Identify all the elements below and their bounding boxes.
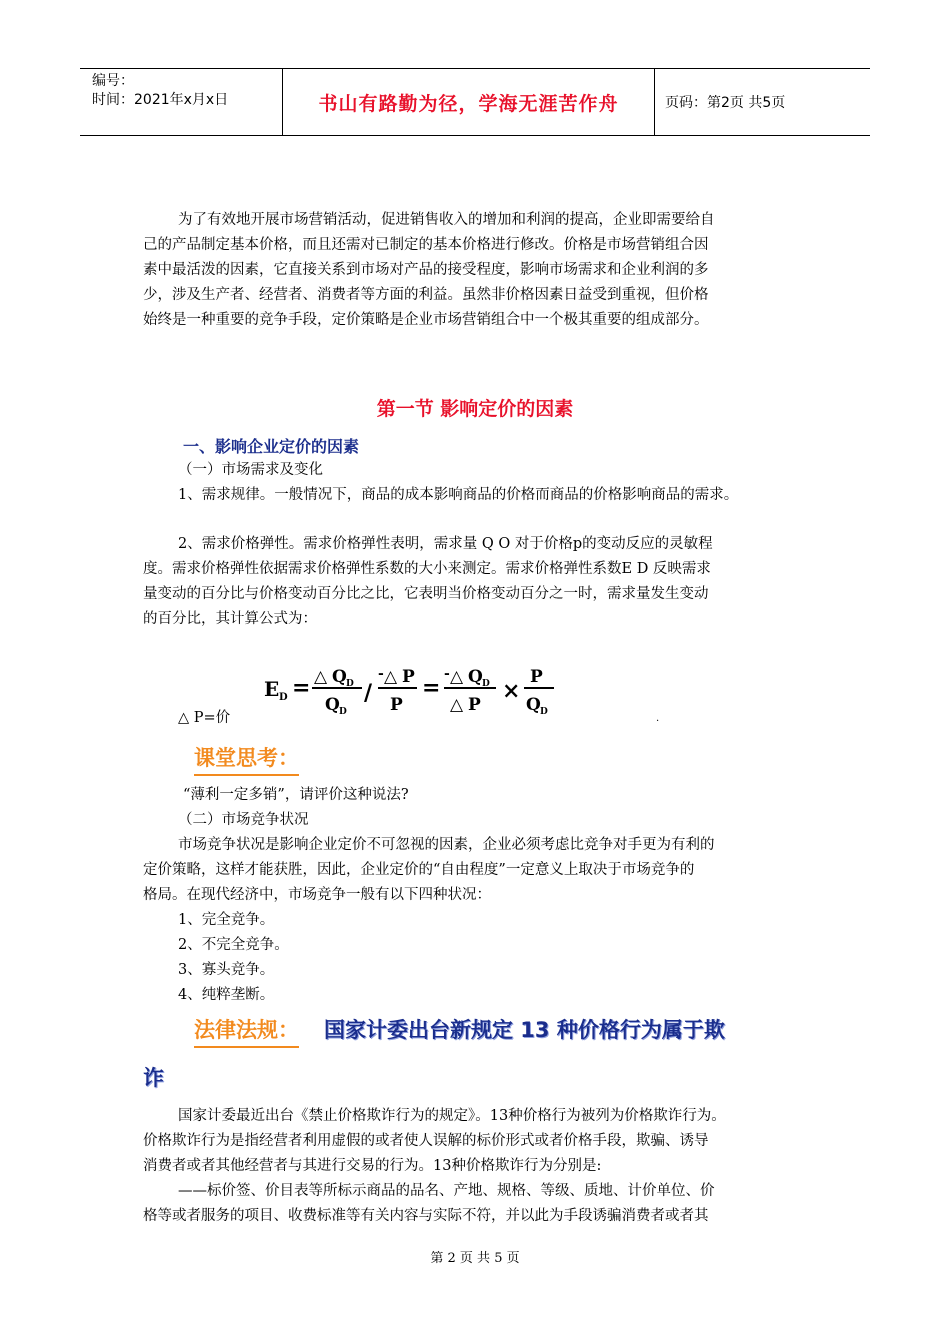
law-label: 法律法规：: [194, 1014, 299, 1048]
f-q-4-sub: D: [540, 707, 548, 716]
header-motto: 书山有路勤为径，学海无涯苦作舟: [318, 92, 619, 115]
sub-heading-2: （二）市场竞争状况: [178, 812, 309, 828]
sub-heading-1: （一）市场需求及变化: [178, 462, 323, 478]
think-title: 课堂思考：: [194, 742, 299, 776]
header-page-cell: [655, 69, 870, 135]
list-item-4: 4、纯粹垄断。: [178, 987, 275, 1003]
stray-dot: .: [656, 713, 660, 724]
comp-line-2: 定价策略，这样才能获胜，因此，企业定价的“自由程度”一定意义上取决于市场竞争的: [143, 862, 695, 878]
heading-1: 一、影响企业定价的因素: [183, 437, 360, 456]
item2-line-4: 的百分比，其计算公式为：: [143, 611, 317, 627]
law-body-line-2: 价格欺诈行为是指经营者利用虚假的或者使人误解的标价形式或者价格手段，欺骗、诱导: [143, 1133, 709, 1149]
think-question: “薄利一定多销”，请评价这种说法?: [183, 787, 409, 803]
intro-line-3: 素中最活泼的因素，它直接关系到市场对产品的接受程度，影响市场需求和企业利润的多: [143, 262, 709, 278]
f-delta-3: △: [450, 667, 464, 687]
comp-line-3: 格局。在现代经济中，市场竞争一般有以下四种状况：: [143, 887, 491, 903]
f-times: ×: [502, 678, 521, 704]
doc-number-label: 编号：: [92, 73, 134, 89]
f-q-2-sub: D: [339, 707, 347, 716]
f-eq1: =: [292, 675, 311, 701]
header-table: [80, 68, 870, 136]
header-motto-cell: [283, 69, 655, 135]
f-p-2: P: [390, 695, 403, 715]
f-delta-2: △: [384, 667, 398, 687]
list-item-1: 1、完全竞争。: [178, 912, 275, 928]
law-body-line-5: 格等或者服务的项目、收费标准等有关内容与实际不符，并以此为手段诱骗消费者或者其: [143, 1208, 709, 1224]
elasticity-formula: [262, 660, 642, 716]
f-q-3-sub: D: [482, 679, 490, 689]
law-body-line-4: ——标价签、价目表等所标示商品的品名、产地、规格、等级、质地、计价单位、价: [178, 1183, 715, 1199]
f-q-3: Q: [468, 667, 483, 687]
intro-line-2: 己的产品制定基本价格，而且还需对已制定的基本价格进行修改。价格是市场营销组合因: [143, 237, 709, 253]
page-footer: 第 2 页 共 5 页: [430, 1251, 520, 1266]
law-title-line-1: 国家计委出台新规定 13 种价格行为属于欺: [324, 1018, 725, 1042]
f-delta-4: △: [450, 695, 464, 715]
f-q-2: Q: [325, 695, 340, 715]
law-title-line-2: 诈: [143, 1066, 164, 1090]
law-body-line-1: 国家计委最近出台《禁止价格欺诈行为的规定》。13种价格行为被列为价格欺诈行为。: [178, 1108, 726, 1124]
f-minus-2: -: [444, 666, 450, 682]
f-minus-1: -: [378, 666, 384, 682]
section-title: 第一节 影响定价的因素: [376, 398, 574, 420]
law-body-line-3: 消费者或者其他经营者与其进行交易的行为。13种价格欺诈行为分别是:: [143, 1158, 602, 1174]
f-eq2: =: [422, 675, 441, 701]
intro-line-5: 始终是一种重要的竞争手段，定价策略是企业市场营销组合中一个极其重要的组成部分。: [143, 312, 709, 328]
f-slash: /: [364, 680, 373, 706]
item-1: 1、需求规律。一般情况下，商品的成本影响商品的价格而商品的价格影响商品的需求。: [178, 487, 739, 503]
f-p-1: P: [402, 667, 415, 687]
list-item-3: 3、寡头竞争。: [178, 962, 275, 978]
item2-line-3: 量变动的百分比与价格变动百分比之比，它表明当价格变动百分之一时，需求量发生变动: [143, 586, 709, 602]
header-page-label: 页码：第2页 共5页: [665, 95, 786, 111]
comp-line-1: 市场竞争状况是影响企业定价不可忽视的因素，企业必须考虑比竞争对手更为有利的: [178, 837, 715, 853]
f-q-4: Q: [526, 695, 541, 715]
f-q-1-sub: D: [346, 679, 354, 689]
list-item-2: 2、不完全竞争。: [178, 937, 289, 953]
f-ed: E: [264, 677, 280, 701]
item2-line-1: 2、需求价格弹性。需求价格弹性表明，需求量 Q O 对于价格p的变动反应的灵敏程: [178, 536, 713, 552]
f-ed-sub: D: [279, 692, 288, 703]
header-left-cell: [80, 69, 283, 135]
f-p-4: P: [530, 667, 543, 687]
intro-line-4: 少，涉及生产者、经营者、消费者等方面的利益。虽然非价格因素日益受到重视，但价格: [143, 287, 709, 303]
intro-line-1: 为了有效地开展市场营销活动，促进销售收入的增加和利润的提高，企业即需要给自: [178, 212, 715, 228]
f-q-1: Q: [332, 667, 347, 687]
f-delta-1: △: [314, 667, 328, 687]
f-p-3: P: [468, 695, 481, 715]
doc-time-label: 时间：2021年x月x日: [92, 92, 229, 108]
delta-note: △ P=价: [178, 710, 231, 726]
item2-line-2: 度。需求价格弹性依据需求价格弹性系数的大小来测定。需求价格弹性系数E D 反映需求: [143, 561, 711, 577]
